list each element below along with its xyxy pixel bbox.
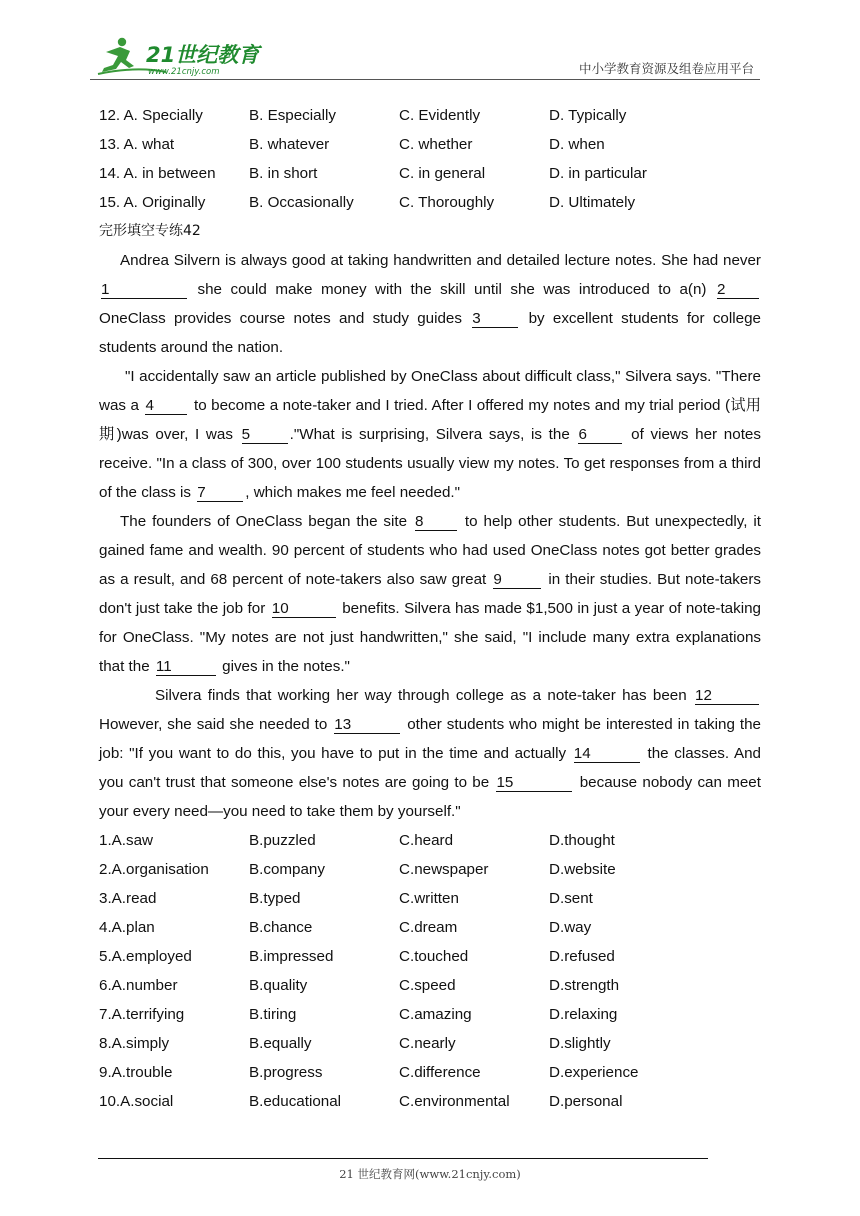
option-d: D.website [549, 861, 616, 878]
option-d: D.relaxing [549, 1006, 618, 1023]
option-a: 13. A. what [99, 136, 175, 153]
option-d: D.sent [549, 890, 593, 907]
blank-3: 3 [472, 310, 518, 328]
option-row-10 [99, 1087, 761, 1116]
passage-text: to help other students. But unexpectedly, it gained fame and wealth. 90 percent of students who had used OneClass notes got better grades as a result, and 68 percent of note-takers also saw great [99, 513, 761, 588]
option-b: B.company [249, 861, 325, 878]
option-row-2 [99, 855, 761, 884]
option-a: 3.A.read [99, 890, 157, 907]
option-c: C.dream [399, 919, 458, 936]
option-b: B. Occasionally [249, 194, 354, 211]
option-b: B.educational [249, 1093, 342, 1110]
option-c: C.difference [399, 1064, 481, 1081]
passage-text: Silvera finds that working her way through college as a note-taker has been [155, 687, 687, 704]
option-a: 10.A.social [99, 1093, 174, 1110]
blank-4: 4 [145, 397, 187, 415]
option-b: B.equally [249, 1035, 312, 1052]
option-b: B. whatever [249, 136, 330, 153]
option-row-5 [99, 942, 761, 971]
platform-title: 中小学教育资源及组卷应用平台 [578, 61, 754, 76]
passage-paragraph-2 [99, 362, 761, 507]
option-b: B.impressed [249, 948, 334, 965]
option-b: B. Especially [249, 107, 336, 124]
page-content [99, 101, 761, 1116]
option-a: 12. A. Specially [99, 107, 203, 124]
blank-13: 13 [334, 716, 400, 734]
blank-7: 7 [197, 484, 243, 502]
blank-11: 11 [156, 658, 216, 676]
option-d: D.strength [549, 977, 620, 994]
passage-paragraph-1 [99, 246, 761, 362]
logo-url-text: www.21cnjy.com [148, 67, 220, 77]
option-d: D. when [549, 136, 605, 153]
blank-6: 6 [578, 426, 622, 444]
option-row-9 [99, 1058, 761, 1087]
option-b: B.progress [249, 1064, 323, 1081]
option-d: D.slightly [549, 1035, 611, 1052]
passage-text: the classes. And you can't trust that someone else's notes are going to be [99, 745, 761, 791]
passage-text: other students who might be interested in taking the job: "If you want to do this, you have to put in the time and actually [99, 716, 761, 762]
option-d: D.experience [549, 1064, 639, 1081]
passage-text: she could make money with the skill until she was introduced to a(n) [197, 281, 707, 298]
option-b: B.quality [249, 977, 308, 994]
option-d: D. Typically [549, 107, 627, 124]
passage-paragraph-3 [99, 507, 761, 681]
passage-text: ."What is surprising, Silvera says, is the [289, 426, 570, 443]
option-c: C. whether [399, 136, 473, 153]
option-row-15 [99, 188, 761, 217]
passage-text: gives in the notes." [222, 658, 350, 675]
passage-text: because nobody can meet your every need—you need to take them by yourself." [99, 774, 761, 820]
option-c: C. Evidently [399, 107, 481, 124]
passage-text: "I accidentally saw an article published by OneClass about difficult class," Silvera says. "There was a [99, 368, 761, 414]
blank-8: 8 [415, 513, 457, 531]
option-a: 5.A.employed [99, 948, 192, 965]
option-b: B.typed [249, 890, 301, 907]
option-b: B.tiring [249, 1006, 297, 1023]
blank-1: 1 [101, 281, 187, 299]
passage-text: OneClass provides course notes and study guides [99, 310, 462, 327]
option-b: B.chance [249, 919, 313, 936]
passage-text: in their studies. But note-takers don't just take the job for [99, 571, 761, 617]
blank-5: 5 [242, 426, 288, 444]
blank-12: 12 [695, 687, 759, 705]
page-header [90, 34, 760, 80]
option-d: D. Ultimately [549, 194, 636, 211]
option-c: C.touched [399, 948, 469, 965]
option-row-4 [99, 913, 761, 942]
option-c: C.newspaper [399, 861, 489, 878]
option-c: C. in general [399, 165, 486, 182]
option-row-12 [99, 101, 761, 130]
option-row-8 [99, 1029, 761, 1058]
option-a: 4.A.plan [99, 919, 155, 936]
blank-14: 14 [574, 745, 640, 763]
option-a: 15. A. Originally [99, 194, 206, 211]
option-row-6 [99, 971, 761, 1000]
logo-runner-icon [96, 36, 266, 78]
option-row-7 [99, 1000, 761, 1029]
passage-paragraph-4 [99, 681, 761, 826]
option-c: C. Thoroughly [399, 194, 495, 211]
blank-2: 2 [717, 281, 759, 299]
option-d: D. in particular [549, 165, 647, 182]
footer-divider [98, 1158, 708, 1159]
blank-9: 9 [493, 571, 541, 589]
option-a: 1.A.saw [99, 832, 154, 849]
option-row-3 [99, 884, 761, 913]
option-d: D.personal [549, 1093, 623, 1110]
option-b: B.puzzled [249, 832, 316, 849]
page-footer: 21 世纪教育网(www.21cnjy.com) [339, 1167, 521, 1181]
passage-text: of views her notes receive. "In a class of 300, over 100 students usually view my notes. To get responses from a third of the class is [99, 426, 761, 501]
passage-text: Andrea Silvern is always good at taking handwritten and detailed lecture notes. She had never [120, 252, 761, 269]
passage-text: benefits. Silvera has made $1,500 in just a year of note-taking for OneClass. "My notes are not just handwritten," she said, "I include many extra explanations that the [99, 600, 761, 675]
option-row-1 [99, 826, 761, 855]
option-c: C.amazing [399, 1006, 472, 1023]
blank-15: 15 [496, 774, 572, 792]
passage-text: by excellent students for college students around the nation. [99, 310, 761, 356]
passage-text: to become a note-taker and I tried. After I offered my notes and my trial period (试用期)was over, I was [99, 397, 761, 443]
site-logo [96, 36, 266, 78]
option-row-14 [99, 159, 761, 188]
option-a: 2.A.organisation [99, 861, 209, 878]
option-d: D.way [549, 919, 592, 936]
option-a: 7.A.terrifying [99, 1006, 185, 1023]
option-row-13 [99, 130, 761, 159]
blank-10: 10 [272, 600, 336, 618]
option-c: C.heard [399, 832, 454, 849]
option-a: 14. A. in between [99, 165, 216, 182]
passage-text: The founders of OneClass began the site [120, 513, 408, 530]
option-c: C.nearly [399, 1035, 456, 1052]
option-d: D.refused [549, 948, 615, 965]
option-c: C.speed [399, 977, 456, 994]
option-d: D.thought [549, 832, 615, 849]
option-a: 9.A.trouble [99, 1064, 173, 1081]
option-b: B. in short [249, 165, 318, 182]
passage-text: , which makes me feel needed." [245, 484, 461, 501]
header-divider [90, 79, 760, 80]
option-a: 8.A.simply [99, 1035, 170, 1052]
option-a: 6.A.number [99, 977, 178, 994]
option-c: C.environmental [399, 1093, 510, 1110]
option-c: C.written [399, 890, 459, 907]
section-title: 完形填空专练42 [99, 223, 201, 239]
passage-text: However, she said she needed to [99, 716, 328, 733]
logo-main-text: 21世纪教育 [146, 43, 260, 67]
